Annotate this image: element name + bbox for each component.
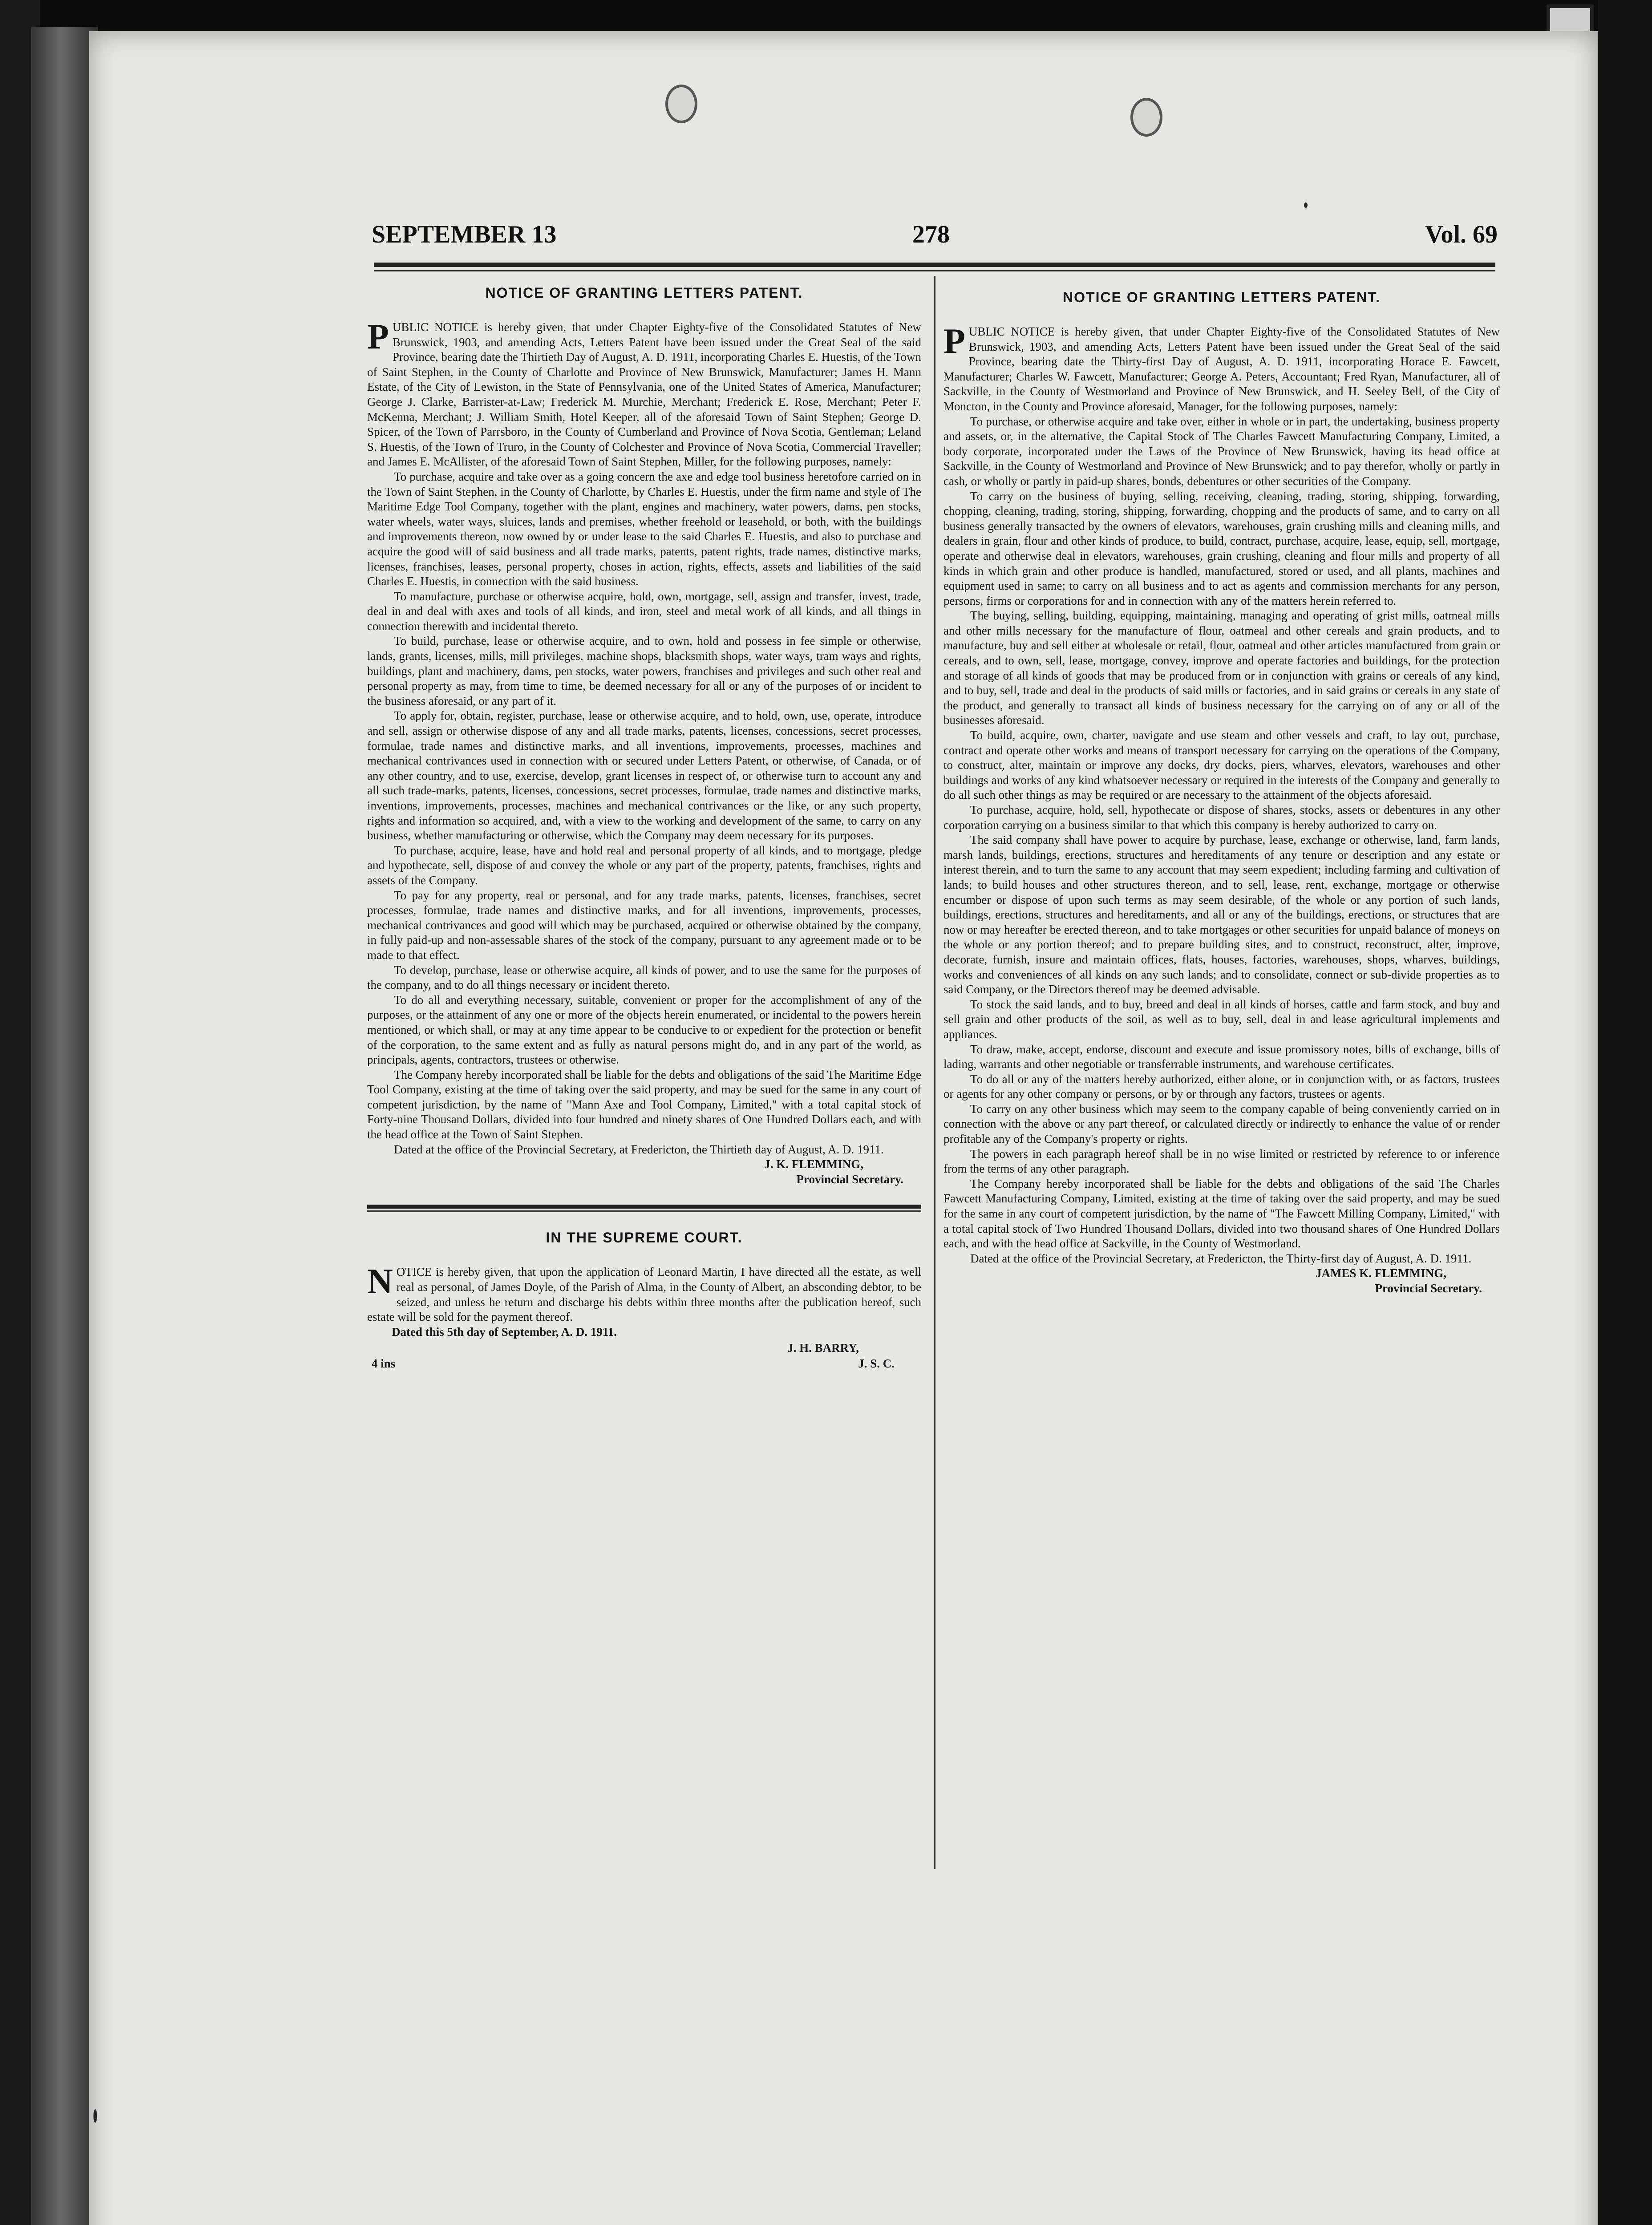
insertions-count: 4 ins	[372, 1356, 396, 1370]
punch-hole	[665, 85, 697, 123]
notice-paragraph: The powers in each paragraph hereof shall be in no wise limited or restricted by reference to or inference from the terms of any other paragraph.	[943, 1147, 1500, 1176]
notice-paragraph: To purchase, acquire and take over as a going concern the axe and edge tool business heretofore carried on in the Town of Saint Stephen, in the County of Charlotte, by Charles E. Huestis, under the firm name and style of The Maritime Edge Tool Company, together with the plant, engines and machinery, water powers, dams, pen stocks, water wheels, water ways, sluices, lands and premises, whether freehold or leasehold, or both, with the buildings and improvements thereon, now owned by or under lease to the said Charles E. Huestis, and also to purchase and acquire the good will of said business and all trade marks, patents, patent rights, trade names, distinctive marks, licenses, franchises, leases, personal property, choses in action, rights, effects, assets and liabilities of the said Charles E. Huestis, in connection with the said business.	[367, 469, 921, 588]
right-notice-body	[943, 324, 1500, 1266]
notice-intro: PUBLIC NOTICE is hereby given, that under Chapter Eighty-five of the Consolidated Statutes of New Brunswick, 1903, and amending Acts, Letters Patent have been issued under the Great Seal of the said Province, bearing date the Thirtieth Day of August, A. D. 1911, incorporating Charles E. Huestis, of the Town of Saint Stephen, in the County of Charlotte and Province of New Brunswick, Manufacturer; James H. Mann Estate, of the City of Lewiston, in the State of Pennsylvania, one of the United States of America, Manufacturer; George J. Clarke, Barrister-at-Law; Frederick M. Murchie, Merchant; Frederick E. Rose, Merchant; Peter F. McKenna, Merchant; J. William Smith, Hotel Keeper, all of the aforesaid Town of Saint Stephen; George D. Spicer, of the Town of Parrsboro, in the County of Cumberland and Province of Nova Scotia, Gentleman; Leland S. Huestis, of the Town of Truro, in the County of Colchester and Province of Nova Scotia, Commercial Traveller; and James E. McAllister, of the aforesaid Town of Saint Stephen, Miller, for the following purposes, namely:	[367, 317, 921, 469]
notice-paragraph: The Company hereby incorporated shall be liable for the debts and obligations of the said The Charles Fawcett Manufacturing Company, Limited, existing at the time of taking over the said property, and may be sued for the same in any court of competent jurisdiction, by the name of "The Fawcett Milling Company, Limited," with a total capital stock of Two Hundred Thousand Dollars, divided into two thousand shares of One Hundred Dollars each, and with the head office at Sackville, in the County of Westmorland.	[943, 1177, 1500, 1250]
notice-paragraph: To purchase, or otherwise acquire and take over, either in whole or in part, the undertaking, business property and assets, or, in the alternative, the Capital Stock of The Charles Fawcett Manufacturing Company, Limited, a body corporate, incorporated under the Laws of the Province of New Brunswick, having its head office at Sackville, in the County of Westmorland and Province of New Brunswick; and to pay therefor, wholly or partly in cash, or wholly or partly in paid-up shares, bonds, debentures or other securities of the Company.	[943, 414, 1500, 488]
drop-cap: P	[367, 317, 389, 356]
notice-dated-line: Dated at the office of the Provincial Secretary, at Fredericton, the Thirty-first day of August, A. D. 1911.	[970, 1251, 1472, 1265]
notice-paragraph: To apply for, obtain, register, purchase, lease or otherwise acquire, and to hold, own, use, operate, introduce and sell, assign or otherwise dispose of any and all trade marks, patents, licenses, concessions, secret processes, formulae, trade names and distinctive marks, and all inventions, improvements, processes, machines and mechanical contrivances used in connection with or secured under Letters Patent, or otherwise, of Canada, or of any other country, and to use, exercise, develop, grant licenses in respect of, or otherwise turn to account any and all such trade-marks, patents, licenses, concessions, secret processes, formulae, trade names and distinctive marks, inventions, improvements, processes, machines and mechanical contrivances or the like, or any such property, rights and information so acquired, and, with a view to the working and development of the same, to carry on any business, whether manufacturing or otherwise, which the Company may deem necessary for its purposes.	[367, 709, 921, 842]
left-notice-heading: NOTICE OF GRANTING LETTERS PATENT.	[485, 285, 803, 301]
supreme-court-body: NOTICE is hereby given, that upon the application of Leonard Martin, I have directed all the estate, as well real as personal, of James Doyle, of the Parish of Alma, in the County of Albert, an absconding debtor, to be seized, and unless he return and discharge his debts within three months after the publication hereof, such estate will be sold for the payment thereof.	[367, 1262, 921, 1324]
notice-paragraph: To do all and everything necessary, suitable, convenient or proper for the accomplishment of any of the purposes, or the attainment of any one or more of the objects herein enumerated, or incidental to the powers herein mentioned, or which shall, or may at any time appear to be conducive to or expedient for the protection or benefit of the corporation, to the same extent and as fully as natural persons might do, and in any part of the world, as principals, agents, contractors, trustees or otherwise.	[367, 993, 921, 1067]
notice-paragraph: To manufacture, purchase or otherwise acquire, hold, own, mortgage, sell, assign and transfer, invest, trade, deal in and deal with axes and tools of all kinds, and iron, steel and metal work of all kinds, and all things in connection therewith and incidental thereto.	[367, 589, 921, 633]
drop-cap: N	[367, 1262, 393, 1302]
notice-paragraph: To purchase, acquire, hold, sell, hypothecate or dispose of shares, stocks, assets or debentures in any other corporation carrying on a business similar to that which this company is hereby authorized to carry on.	[943, 803, 1500, 832]
right-column	[943, 285, 1500, 1296]
drop-cap: P	[943, 322, 965, 361]
notice-paragraph: To stock the said lands, and to buy, breed and deal in all kinds of horses, cattle and farm stock, and buy and sell grain and other products of the soil, as well as to buy, sell, deal in and lease agricultural implements and appliances.	[943, 997, 1500, 1041]
left-notice-body	[367, 317, 921, 1157]
signature-title: Provincial Secretary.	[1375, 1282, 1482, 1295]
header-rule	[374, 263, 1495, 267]
notice-paragraph: The buying, selling, building, equipping, maintaining, managing and operating of grist mills, oatmeal mills and other mills necessary for the manufacture of flour, oatmeal and other cereals and grain products, and to manufacture, buy and sell either at wholesale or retail, flour, oatmeal and other articles manufactured from grain or cereals, and to own, sell, lease, mortgage, convey, improve and operate factories and buildings, for the protection and storage of all kinds of goods that may be produced from or in conjunction with grains or cereals of any kind, and to buy, sell, trade and deal in the products of said mills or factories, and in said grains or cereals in any state of the product, and generally to transact all kinds of business necessary for the carrying on of any or all of the businesses aforesaid.	[943, 609, 1500, 727]
notice-paragraph: To do all or any of the matters hereby authorized, either alone, or in conjunction with, or as factors, trustees or agents for any other company or persons, or by or through any factors, trustees or agents.	[943, 1072, 1500, 1101]
header-rule-thin	[374, 270, 1495, 271]
signature-title: Provincial Secretary.	[796, 1172, 903, 1186]
notice-paragraph: To carry on the business of buying, selling, receiving, cleaning, trading, storing, shipping, forwarding, chopping, cleaning, trading, storing, shipping, forwarding, chopping and the products of same, and to carry on all business generally transacted by the owners of elevators, warehouses, grain crushing mills and cleaning mills, and dealers in grain, flour and other kinds of produce, to build, contract, purchase, acquire, lease, equip, sell, mortgage, operate and otherwise deal in elevators, warehouses, grain crushing, cleaning and flour mills and property of all kinds in which grain and other produce is handled, manufactured, stored or used, and all plants, machines and equipment used in same; to carry on all business and to act as agents and commission merchants for any person, persons, firms or corporations for and in connection with any of the matters herein referred to.	[943, 489, 1500, 607]
notice-dated-line: Dated at the office of the Provincial Secretary, at Fredericton, the Thirtieth day of August, A. D. 1911.	[394, 1142, 884, 1156]
signature-name: JAMES K. FLEMMING,	[1316, 1266, 1446, 1280]
notice-paragraph: The Company hereby incorporated shall be liable for the debts and obligations of the said The Maritime Edge Tool Company, existing at the time of taking over the said property, and may be sued for the same in any court of competent jurisdiction, by the name of "Mann Axe and Tool Company, Limited," with a total capital stock of Forty-nine Thousand Dollars, divided into four hundred and ninety shares of One Hundred Dollars each, and with the head office at the Town of Saint Stephen.	[367, 1068, 921, 1141]
column-divider	[934, 276, 935, 1869]
section-rule-thin	[367, 1210, 921, 1212]
right-notice-heading: NOTICE OF GRANTING LETTERS PATENT.	[1063, 289, 1381, 305]
header-date: SEPTEMBER 13	[372, 221, 557, 248]
section-rule	[367, 1205, 921, 1209]
punch-hole	[1130, 98, 1162, 137]
supreme-court-dated-row	[367, 1325, 921, 1341]
supreme-court-signature-row	[367, 1341, 921, 1357]
insertions-row	[367, 1357, 921, 1373]
notice-paragraph: To pay for any property, real or personal, and for any trade marks, patents, licenses, franchises, secret processes, formulae, trade names and distinctive marks, and for all inventions, improvements, processes, mechanical contrivances and good will which may be purchased, acquired or otherwise obtained by the company, in fully paid-up and non-assessable shares of the stock of the company, pursuant to any agreement made or to be made to that effect.	[367, 888, 921, 962]
notice-intro: PUBLIC NOTICE is hereby given, that under Chapter Eighty-five of the Consolidated Statutes of New Brunswick, 1903, and amending Acts, Letters Patent have been issued under the Great Seal of the said Province, bearing date the Thirty-first Day of August, A. D. 1911, incorporating Horace E. Fawcett, Manufacturer; Charles W. Fawcett, Manufacturer; George A. Peters, Accountant; Fred Ryan, Manufacturer, all of Sackville, in the County of Westmorland and Province of New Brunswick, and H. Seeley Bell, of the City of Moncton, in the County and Province aforesaid, Manager, for the following purposes, namely:	[943, 322, 1500, 413]
notice-paragraph: The said company shall have power to acquire by purchase, lease, exchange or otherwise, land, farm lands, marsh lands, buildings, erections, structures and hereditaments of any tenure or description and any estate or interest therein, and to turn the same to any account that may seem expedient; including farming and cultivation of lands; to build houses and other structures thereon, and to sell, lease, rent, exchange, mortgage or otherwise encumber or dispose of upon such terms as may seem desirable, of the whole or any portion of such lands, buildings, erections, structures and hereditaments, and all or any of the buildings, erections, or structures that are now or may hereafter be erected thereon, and to take mortgages or other securities for unpaid balance of moneys on the whole or any portion thereof; and to prepare building sites, and to construct, reconstruct, alter, improve, decorate, furnish, insure and maintain offices, flats, houses, factories, warehouses, shops, wharves, buildings, works and conveniences of all kinds on any such lands; and to consolidate, connect or sub-divide properties as to said Company, or the Directors thereof may be deemed advisable.	[943, 833, 1500, 996]
scan-speck	[1304, 202, 1308, 208]
supreme-court-notice	[367, 1230, 921, 1372]
supreme-court-heading: IN THE SUPREME COURT.	[546, 1230, 743, 1246]
volume-number: Vol. 69	[1425, 221, 1498, 248]
notice-paragraph: To draw, make, accept, endorse, discount and execute and issue promissory notes, bills of exchange, bills of lading, warrants and other negotiable or transferrable instruments, and warehouse certificates.	[943, 1042, 1500, 1071]
notice-paragraph: To develop, purchase, lease or otherwise acquire, all kinds of power, and to use the same for the purposes of the company, and to do all things necessary or incident thereto.	[367, 963, 921, 992]
page-number: 278	[912, 221, 950, 248]
notice-paragraph: To build, acquire, own, charter, navigate and use steam and other vessels and craft, to lay out, purchase, contract and operate other works and means of transport necessary for carrying on the operations of the Company, to construct, alter, maintain or improve any docks, dry docks, piers, wharves, elevators, warehouses and other buildings and works of any kind whatsoever necessary or required in the interests of the Company and generally to do all such other things as may be required or are necessary to the attainment of the objects aforesaid.	[943, 728, 1500, 802]
running-header	[372, 220, 1498, 256]
left-column	[367, 280, 921, 1373]
signature-name: J. H. BARRY,	[787, 1341, 859, 1355]
notice-paragraph: To build, purchase, lease or otherwise acquire, and to own, hold and possess in fee simple or otherwise, lands, grants, licenses, mills, mill privileges, machine shops, blacksmith shops, water ways, tram ways and rights, buildings, plant and machinery, dams, pen stocks, water powers, franchises and privileges and such other real and personal property as may, from time to time, be deemed necessary for all or any of the purposes of or incident to the business aforesaid, or any part of it.	[367, 634, 921, 708]
scan-background-right	[1598, 0, 1652, 2225]
signature-title: J. S. C.	[858, 1356, 895, 1370]
scan-speck	[93, 2109, 97, 2123]
supreme-court-dated: Dated this 5th day of September, A. D. 1911.	[392, 1325, 617, 1339]
notice-paragraph: To carry on any other business which may seem to the company capable of being conveniently carried on in connection with the above or any part thereof, or calculated directly or indirectly to enhance the value of or render profitable any of the Company's property or rights.	[943, 1102, 1500, 1146]
signature-name: J. K. FLEMMING,	[764, 1157, 863, 1171]
notice-paragraph: To purchase, acquire, lease, have and hold real and personal property of all kinds, and to mortgage, pledge and hypothecate, sell, dispose of and convey the whole or any part of the property, patents, franchises, rights and assets of the Company.	[367, 843, 921, 887]
book-binding	[31, 27, 98, 2225]
